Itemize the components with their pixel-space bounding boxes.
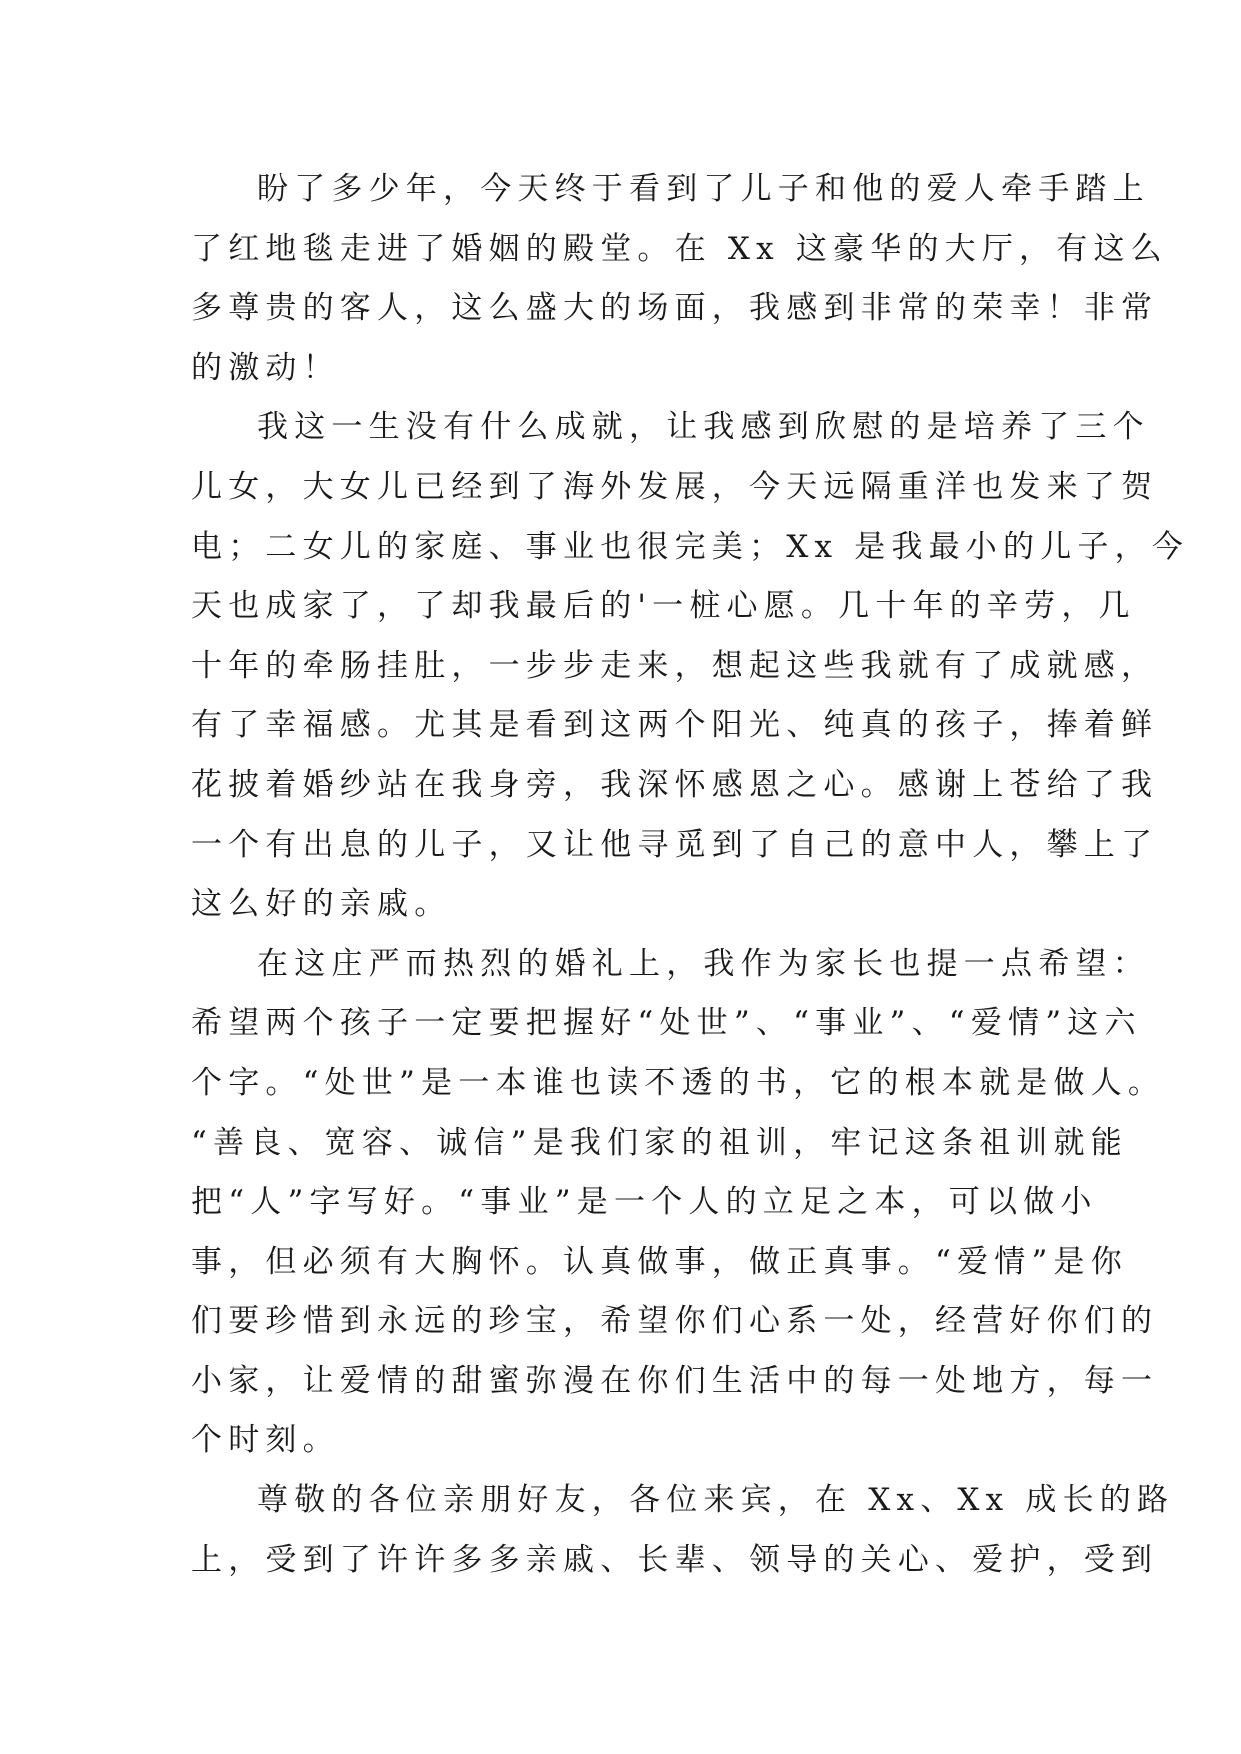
paragraph-1-line-3: 多尊贵的客人，这么盛大的场面，我感到非常的荣幸！非常 [191, 290, 1159, 327]
paragraph-3-line-2: 希望两个孩子一定要把握好“处世”、“事业”、“爱情”这六 [191, 1005, 1142, 1042]
paragraph-3-line-4: “善良、宽容、诚信”是我们家的祖训，牢记这条祖训就能 [191, 1124, 1128, 1161]
paragraph-2-line-4: 天也成家了，了却我最后的'一桩心愿。几十年的辛劳，几 [191, 588, 1136, 625]
body-text [191, 160, 1190, 1590]
paragraph-4-line-2: 上，受到了许许多多亲戚、长辈、领导的关心、爱护，受到 [191, 1541, 1159, 1578]
paragraph-2-line-7: 花披着婚纱站在我身旁，我深怀感恩之心。感谢上苍给了我 [191, 766, 1159, 803]
paragraph-1-line-2: 了红地毯走进了婚姻的殿堂。在 Xx 这豪华的大厅，有这么 [191, 230, 1168, 267]
paragraph-2-line-8: 一个有出息的儿子，又让他寻觅到了自己的意中人，攀上了 [191, 826, 1159, 863]
paragraph-2-line-6: 有了幸福感。尤其是看到这两个阳光、纯真的孩子，捧着鲜 [191, 707, 1159, 744]
paragraph-2-line-5: 十年的牵肠挂肚，一步步走来，想起这些我就有了成就感， [191, 647, 1159, 684]
paragraph-1-line-1: 盼了多少年，今天终于看到了儿子和他的爱人牵手踏上 [257, 171, 1150, 207]
paragraph-2-line-9: 这么好的亲戚。 [191, 886, 452, 923]
paragraph-3-line-6: 事，但必须有大胸怀。认真做事，做正真事。“爱情”是你 [191, 1243, 1128, 1280]
paragraph-3-line-3: 个字。“处世”是一本谁也读不透的书，它的根本就是做人。 [191, 1064, 1166, 1101]
paragraph-2-line-1: 我这一生没有什么成就，让我感到欣慰的是培养了三个 [257, 409, 1150, 446]
paragraph-4-line-1: 尊敬的各位亲朋好友，各位来宾，在 Xx、Xx 成长的路 [257, 1482, 1175, 1519]
paragraph-3-line-7: 们要珍惜到永远的珍宝，希望你们心系一处，经营好你们的 [191, 1303, 1159, 1340]
paragraph-2-line-2: 儿女，大女儿已经到了海外发展，今天远隔重洋也发来了贺 [191, 468, 1159, 505]
paragraph-3-line-9: 个时刻。 [191, 1422, 340, 1459]
paragraph-3-line-5: 把“人”字写好。“事业”是一个人的立足之本，可以做小 [191, 1184, 1098, 1221]
paragraph-2-line-3: 电；二女儿的家庭、事业也很完美；Xx 是我最小的儿子，今 [191, 528, 1190, 565]
paragraph-1-line-4: 的激动！ [191, 349, 340, 386]
paragraph-3-line-8: 小家，让爱情的甜蜜弥漫在你们生活中的每一处地方，每一 [191, 1362, 1159, 1399]
paragraph-3-line-1: 在这庄严而热烈的婚礼上，我作为家长也提一点希望： [257, 945, 1150, 982]
